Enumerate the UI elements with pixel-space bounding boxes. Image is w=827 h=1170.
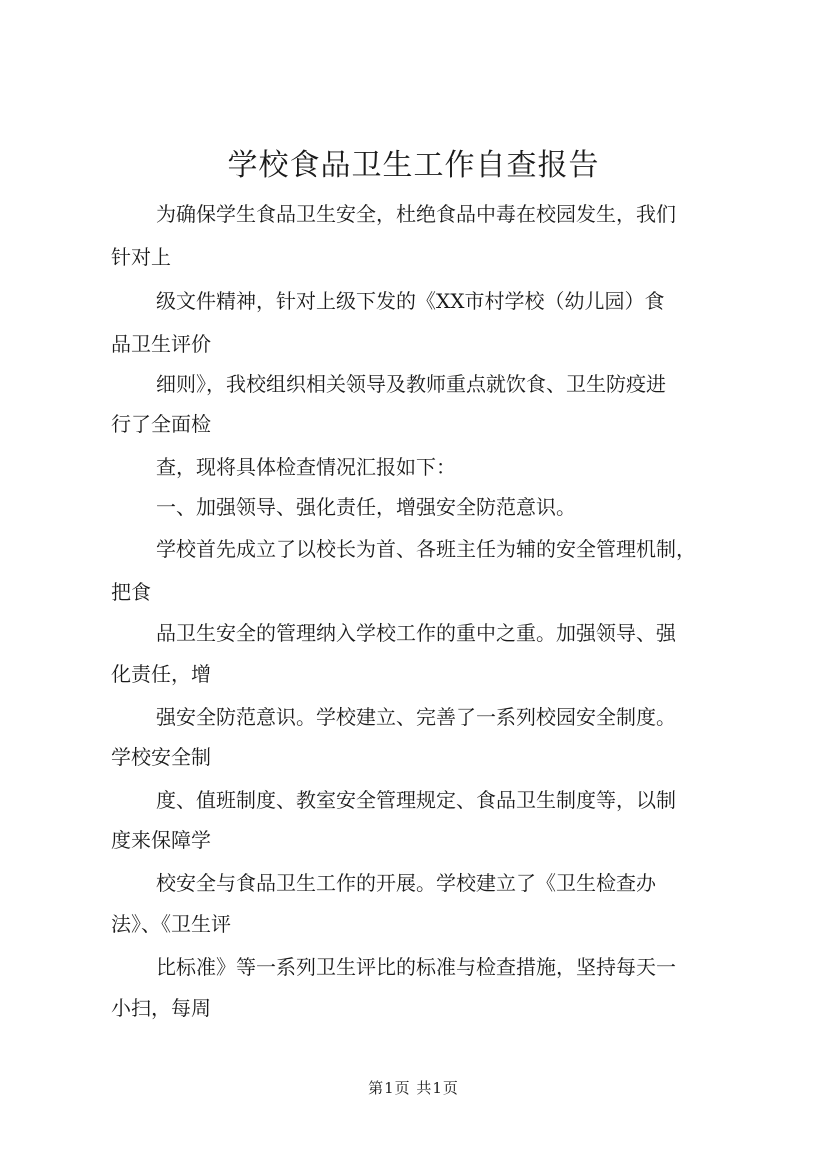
body-line: 比标准》等一系列卫生评比的标准与检查措施，坚持每天一	[156, 955, 676, 979]
body-line: 品卫生评价	[111, 332, 211, 356]
body-line: 度来保障学	[111, 828, 211, 852]
body-line: 度、值班制度、教室安全管理规定、食品卫生制度等，以制	[156, 788, 676, 812]
page-footer: 第1页 共1页	[368, 1079, 459, 1097]
section-heading: 一、加强领导、强化责任，增强安全防范意识。	[156, 495, 576, 519]
body-line: 法》、《卫生评	[111, 912, 231, 936]
body-line: 查，现将具体检查情况汇报如下：	[156, 455, 456, 479]
body-line: 小扫，每周	[111, 996, 211, 1020]
body-line: 针对上	[111, 245, 171, 269]
body-line: 强安全防范意识。学校建立、完善了一系列校园安全制度。	[156, 705, 676, 729]
body-line: 行了全面检	[111, 412, 211, 436]
body-line: 级文件精神，针对上级下发的《XX市村学校（幼儿园）食	[156, 289, 665, 313]
body-line: 化责任，增	[111, 662, 211, 686]
body-line: 为确保学生食品卫生安全，杜绝食品中毒在校园发生，我们	[156, 202, 676, 226]
body-line: 细则》，我校组织相关领导及教师重点就饮食、卫生防疫进	[156, 372, 666, 396]
body-line: 校安全与食品卫生工作的开展。学校建立了《卫生检查办	[156, 871, 656, 895]
document-title: 学校食品卫生工作自查报告	[227, 148, 600, 183]
body-line: 把食	[111, 580, 151, 604]
body-line: 品卫生安全的管理纳入学校工作的重中之重。加强领导、强	[156, 621, 676, 645]
body-line: 学校安全制	[111, 745, 211, 769]
body-line: 学校首先成立了以校长为首、各班主任为辅的安全管理机制，	[156, 537, 696, 561]
